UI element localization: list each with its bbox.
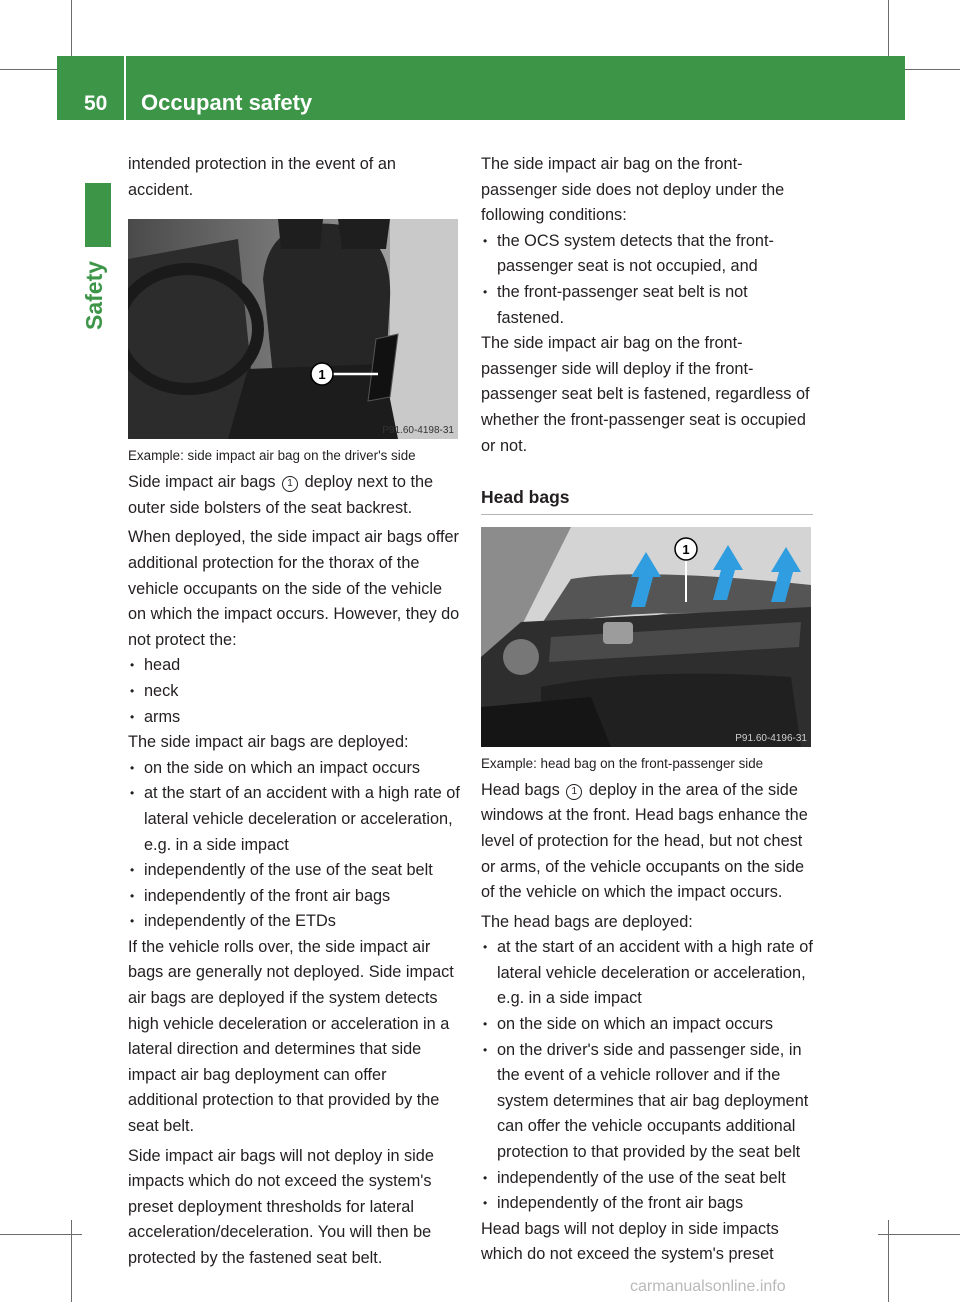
list-item: • the front-passenger seat belt is not fastened. bbox=[481, 280, 813, 331]
side-airbag-photo bbox=[128, 219, 458, 439]
reference-marker: 1 bbox=[566, 784, 582, 800]
text-span: Side impact air bags bbox=[128, 473, 276, 492]
paragraph: The side impact air bag on the front-passenger side does not deploy under the following conditions: bbox=[481, 155, 785, 225]
list-item: • at the start of an accident with a high rate of lateral vehicle deceleration or acceleration, e.g. in a side impact bbox=[128, 781, 460, 858]
list-item: • on the side on which an impact occurs bbox=[481, 1012, 813, 1038]
bullet-list bbox=[481, 935, 813, 1217]
paragraph: The side impact air bag on the front-passenger side will deploy if the front-passenger seat belt is fastened, regardless of whether the front-passenger seat is occupied or not. bbox=[481, 334, 810, 455]
list-item: • on the driver's side and passenger side, in the event of a vehicle rollover and if the system determines that air bag deployment can offer the vehicle occupants additional protection to that provided by the seat belt bbox=[481, 1038, 813, 1166]
paragraph: Head bags will not deploy in side impacts which do not exceed the system's preset bbox=[481, 1219, 779, 1264]
text-span: Head bags bbox=[481, 780, 560, 799]
paragraph: Side impact air bags will not deploy in side impacts which do not exceed the system's preset deployment thresholds for lateral acceleration/deceleration. You will then be protected by the fastened seat belt. bbox=[128, 1146, 434, 1267]
crop-mark bbox=[0, 1234, 82, 1235]
list-item: • independently of the ETDs bbox=[128, 909, 460, 935]
side-airbag-figure bbox=[128, 219, 460, 439]
section-title: Occupant safety bbox=[141, 90, 313, 115]
paragraph: When deployed, the side impact air bags offer additional protection for the thorax of the vehicle occupants on the side of the vehicle on which the impact occurs. However, they do not protect the: bbox=[128, 528, 460, 649]
bullet-list bbox=[128, 653, 460, 730]
crop-mark bbox=[878, 1234, 960, 1235]
text-span: deploy next to the outer side bolsters of the seat backrest. bbox=[128, 473, 434, 517]
watermark: carmanualsonline.info bbox=[630, 1278, 786, 1295]
chapter-tab-label: Safety bbox=[81, 260, 107, 330]
list-item: • head bbox=[128, 653, 460, 679]
list-item: • the OCS system detects that the front-passenger seat is not occupied, and bbox=[481, 229, 813, 280]
right-column bbox=[481, 152, 813, 1268]
crop-mark bbox=[71, 1220, 72, 1302]
crop-mark bbox=[888, 1220, 889, 1302]
paragraph bbox=[128, 470, 460, 521]
list-item: • independently of the front air bags bbox=[481, 1191, 813, 1217]
reference-marker: 1 bbox=[282, 476, 298, 492]
paragraph: The head bags are deployed: bbox=[481, 912, 693, 931]
list-item: • independently of the use of the seat belt bbox=[481, 1166, 813, 1192]
list-item: • on the side on which an impact occurs bbox=[128, 756, 460, 782]
list-item: • neck bbox=[128, 679, 460, 705]
figure-code: P91.60-4196-31 bbox=[735, 732, 807, 744]
figure-code: P91.60-4198-31 bbox=[382, 425, 454, 437]
list-item: • at the start of an accident with a high rate of lateral vehicle deceleration or acceleration, e.g. in a side impact bbox=[481, 935, 813, 1012]
bullet-list bbox=[481, 229, 813, 331]
header-divider bbox=[124, 56, 126, 120]
figure-caption: Example: head bag on the front-passenger side bbox=[481, 755, 764, 771]
text-span: deploy in the area of the side windows at the front. Head bags enhance the level of protection for the head, but not chest or arms, of the vehicle occupants on the side of the vehicle on which the impact occurs. bbox=[481, 780, 808, 902]
figure-callout: 1 bbox=[682, 541, 690, 557]
page-number: 50 bbox=[84, 92, 108, 115]
head-bag-figure bbox=[481, 527, 813, 747]
section-heading: Head bags bbox=[481, 485, 813, 515]
list-item: • independently of the front air bags bbox=[128, 884, 460, 910]
list-item: • independently of the use of the seat belt bbox=[128, 858, 460, 884]
left-column bbox=[128, 152, 460, 1272]
bullet-list bbox=[128, 756, 460, 935]
head-bag-photo bbox=[481, 527, 811, 747]
paragraph: The side impact air bags are deployed: bbox=[128, 733, 409, 752]
figure-caption: Example: side impact air bag on the driver's side bbox=[128, 448, 416, 464]
intro-paragraph: intended protection in the event of an accident. bbox=[128, 155, 396, 199]
figure-callout: 1 bbox=[318, 367, 326, 383]
paragraph bbox=[481, 778, 813, 906]
list-item: • arms bbox=[128, 705, 460, 731]
chapter-tab-marker bbox=[85, 183, 111, 247]
paragraph: If the vehicle rolls over, the side impact air bags are generally not deployed. Side impact air bags are deployed if the system detects high vehicle deceleration or acceleration in a lateral direction and determines that side impact air bag deployment can offer additional protection to that provided by the seat belt. bbox=[128, 937, 454, 1136]
